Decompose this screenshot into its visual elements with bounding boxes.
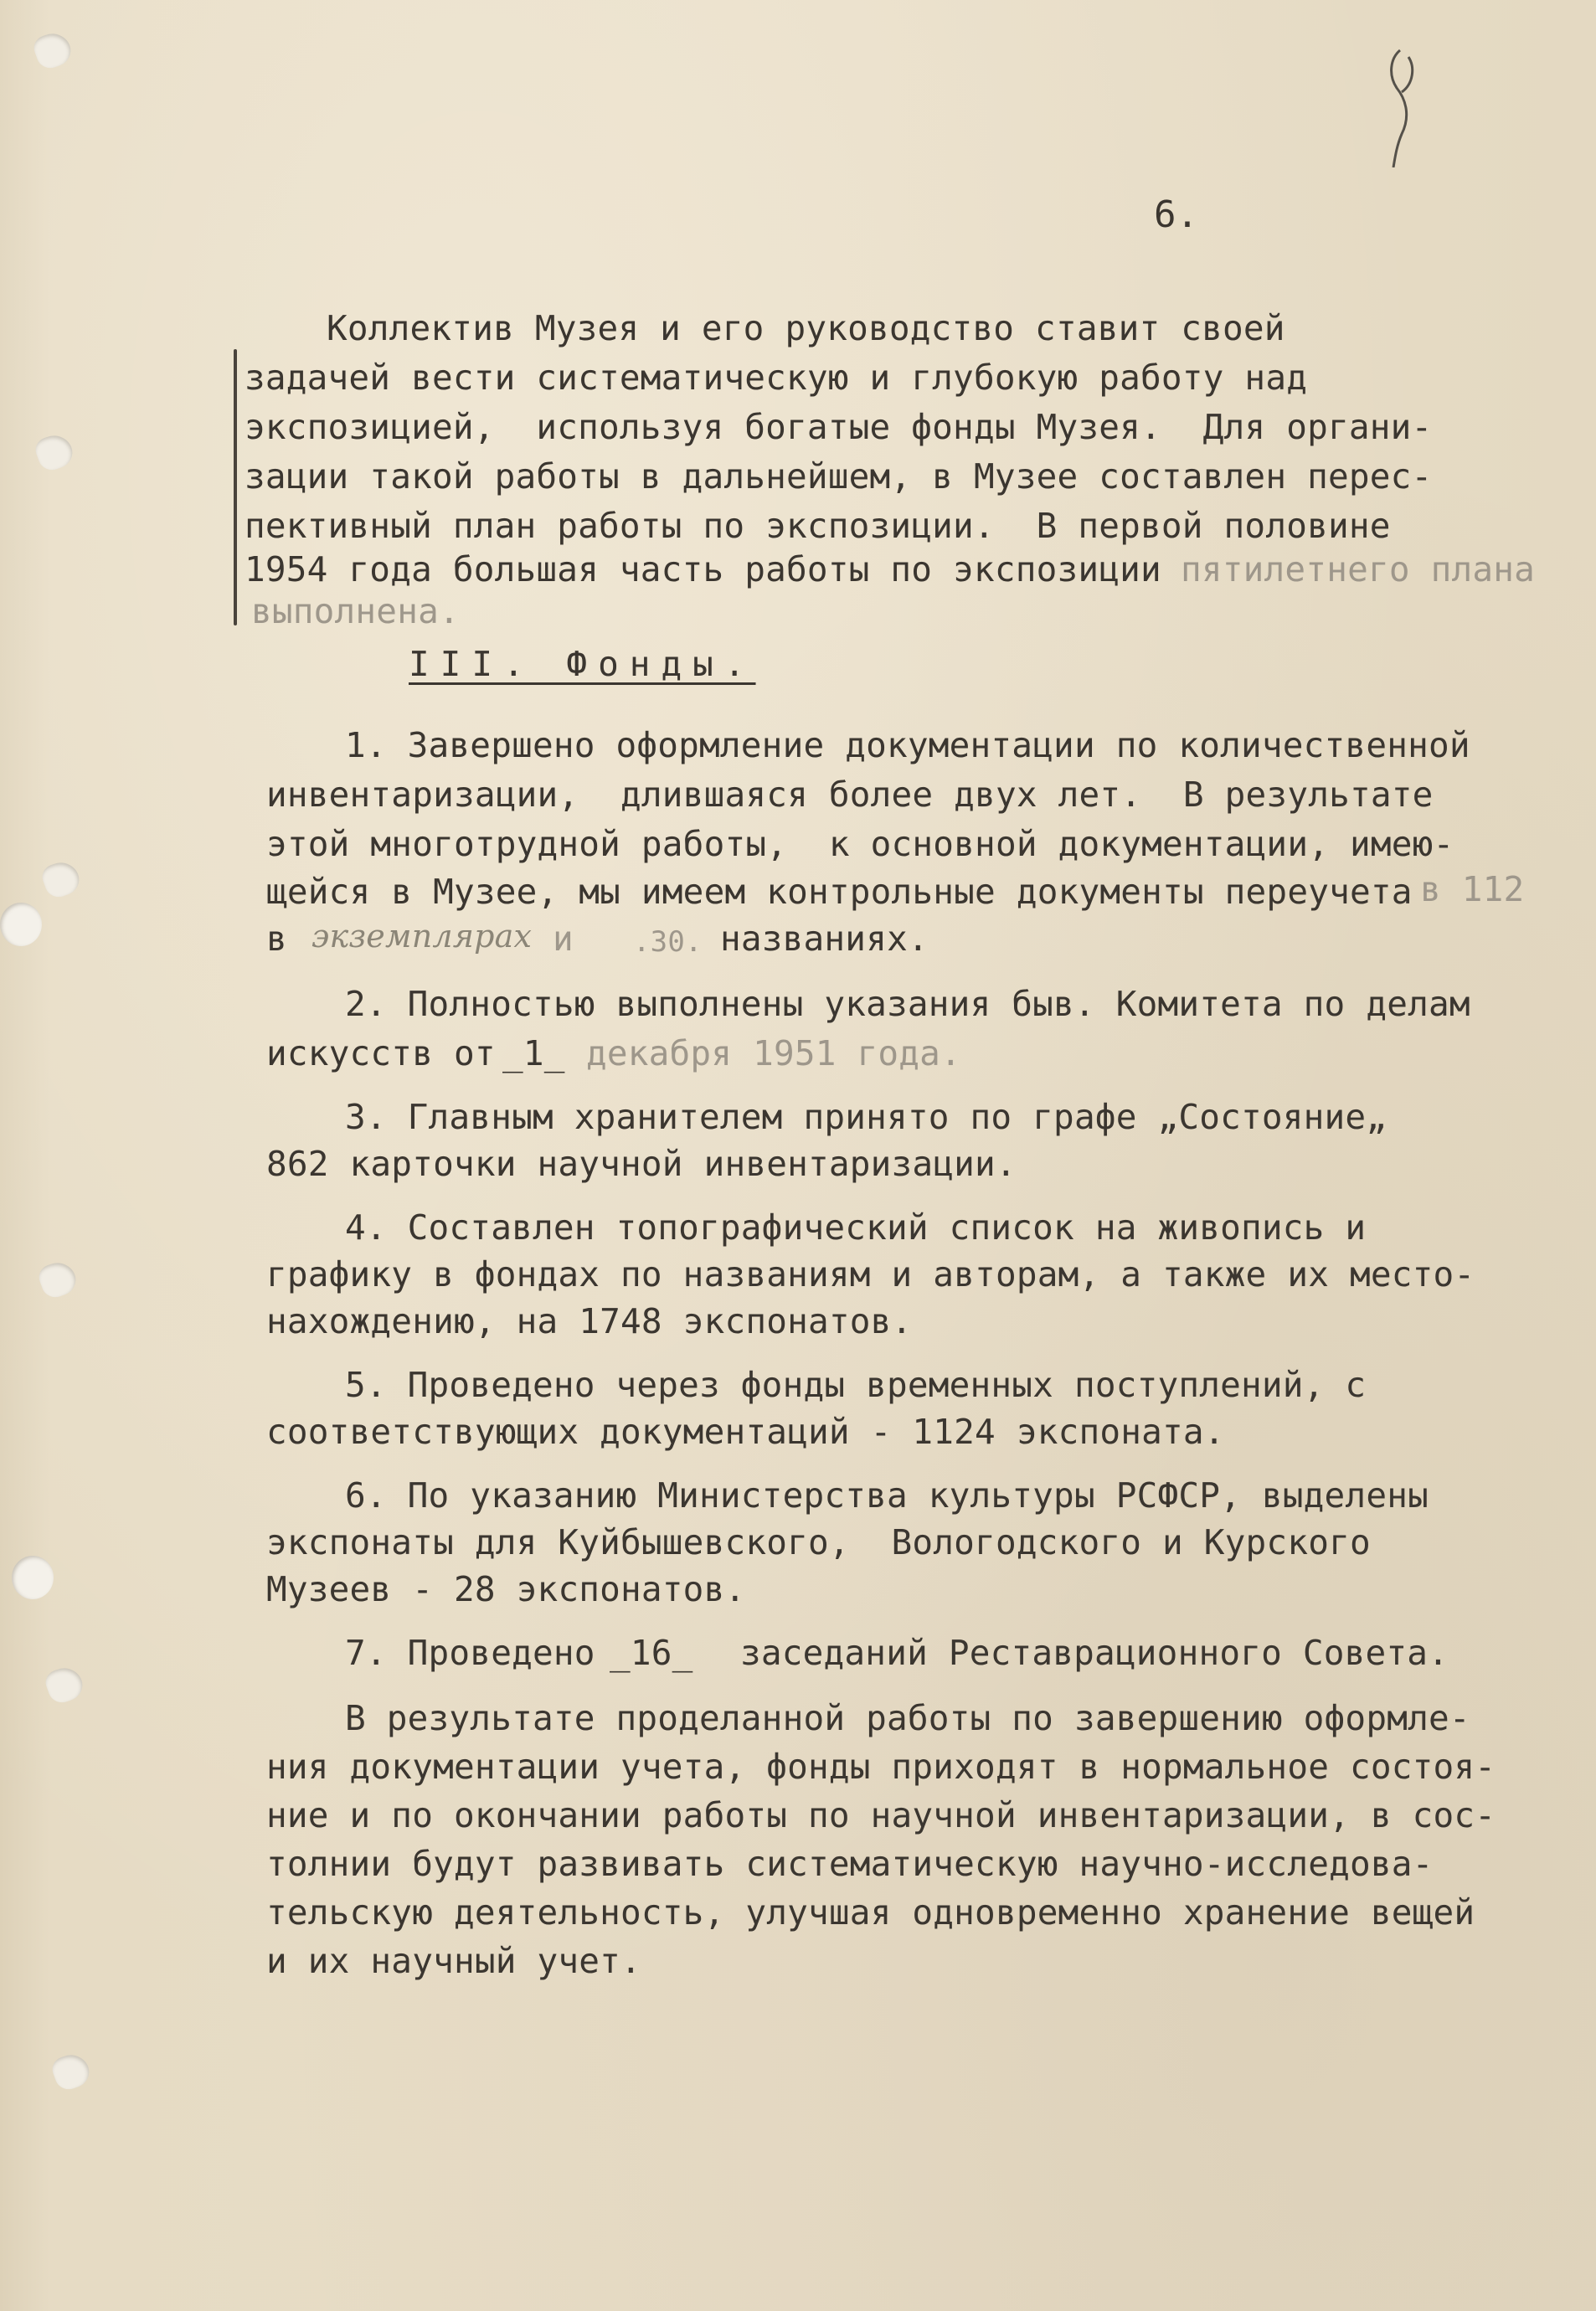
torn-margin-mark xyxy=(32,430,76,474)
intro-line: зации такой работы в дальнейшем, в Музее составлен перес- xyxy=(245,456,1433,497)
intro-line: выполнена. xyxy=(251,591,460,631)
conclusion-line: тельскую деятельность, улучшая одновременно хранение вещей xyxy=(266,1892,1475,1933)
torn-margin-mark xyxy=(42,1663,86,1706)
conclusion-line: и их научный учет. xyxy=(266,1941,641,1981)
item-1-line: 1. Завершено оформление документации по количественной xyxy=(345,725,1470,765)
item-7-a: 7. Проведено xyxy=(345,1633,595,1673)
intro-faint-insert: пятилетнего плана xyxy=(1181,549,1536,589)
item-4-line: графику в фондах по названиям и авторам, а также их место- xyxy=(266,1254,1475,1294)
item-1-last-c: названиях. xyxy=(720,919,929,959)
item-7-b: заседаний Реставрационного Совета. xyxy=(740,1633,1449,1673)
punch-hole xyxy=(0,903,42,946)
item-6-line: экспонаты для Куйбышевского, Вологодского и Курского xyxy=(266,1522,1371,1562)
torn-margin-mark xyxy=(35,1258,80,1301)
item-1-tail: в 112 xyxy=(1420,869,1525,909)
item-3-line: 3. Главным хранителем принято по графе „Состояние„ xyxy=(345,1097,1387,1137)
item-5-line: 5. Проведено через фонды временных поступлений, с xyxy=(345,1365,1367,1405)
intro-line: 1954 года большая часть работы по экспозиции xyxy=(245,549,1161,589)
intro-line: пективный план работы по экспозиции. В первой половине xyxy=(245,506,1391,546)
item-4-line: 4. Составлен топографический список на живопись и xyxy=(345,1207,1367,1248)
item-1-line: щейся в Музее, мы имеем контрольные документы переучета xyxy=(266,872,1413,912)
margin-marker-line xyxy=(234,349,237,625)
intro-line: Коллектив Музея и его руководство ставит своей xyxy=(327,308,1285,348)
section-heading: III. Фонды. xyxy=(409,644,756,684)
intro-line: экспозицией, используя богатые фонды Музея. Для органи- xyxy=(245,407,1433,447)
item-4-line: нахождению, на 1748 экспонатов. xyxy=(266,1301,913,1341)
item-3-line: 862 карточки научной инвентаризации. xyxy=(266,1144,1017,1184)
item-2-line-a: искусств от xyxy=(266,1033,496,1073)
page-number: 6. xyxy=(1154,193,1199,236)
conclusion-line: ние и по окончании работы по научной инвентаризации, в сос- xyxy=(266,1795,1496,1835)
item-2-date-number: _1_ xyxy=(502,1033,565,1073)
item-2-line: 2. Полностью выполнены указания быв. Комитета по делам xyxy=(345,984,1470,1024)
item-6-line: 6. По указанию Министерства культуры РСФСР, выделены xyxy=(345,1475,1429,1516)
item-5-line: соответствующих документаций - 1124 экспоната. xyxy=(266,1412,1225,1452)
conclusion-line: ния документации учета, фонды приходят в нормальное состоя- xyxy=(266,1747,1496,1787)
item-6-line: Музеев - 28 экспонатов. xyxy=(266,1569,746,1609)
item-7-number: _16_ xyxy=(610,1633,693,1673)
item-1-line: инвентаризации, длившаяся более двух лет. В результате xyxy=(266,775,1434,815)
conclusion-line: толнии будут развивать систематическую научно-исследова- xyxy=(266,1844,1434,1884)
item-1-line: этой многотрудной работы, к основной документации, имею- xyxy=(266,824,1454,864)
item-1-last-num: .30. xyxy=(633,925,703,959)
item-1-last-b: и xyxy=(553,919,574,959)
torn-margin-mark xyxy=(39,857,83,901)
torn-margin-mark xyxy=(49,2050,93,2093)
punch-hole xyxy=(12,1556,54,1599)
item-1-last-a: в xyxy=(266,919,287,959)
conclusion-line: В результате проделанной работы по завершению оформле- xyxy=(345,1698,1470,1738)
item-1-pencil-word: экземплярах xyxy=(311,918,533,955)
intro-line: задачей вести систематическую и глубокую работу над xyxy=(245,358,1308,398)
item-2-date-text: декабря 1951 года. xyxy=(586,1033,961,1073)
torn-margin-mark xyxy=(30,28,75,72)
pencil-folio-mark xyxy=(1373,42,1424,167)
